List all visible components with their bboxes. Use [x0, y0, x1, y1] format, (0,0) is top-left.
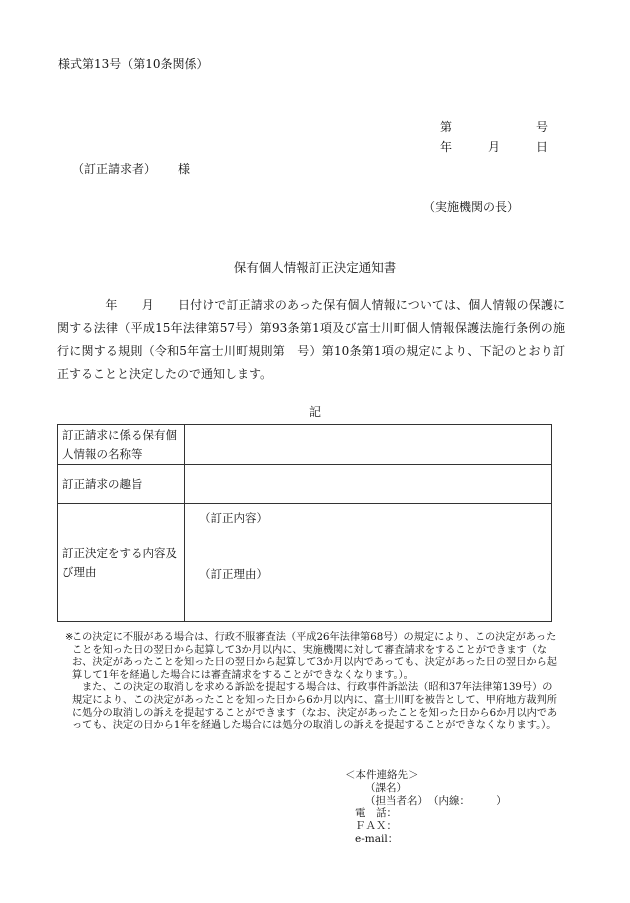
correction-reason-label: （訂正理由） — [199, 567, 268, 581]
row3-label: 訂正決定をする内容及び理由 — [58, 504, 185, 622]
go-label: 号 — [536, 120, 549, 134]
correction-content-label: （訂正内容） — [199, 511, 268, 525]
table-row — [58, 425, 552, 465]
table-row — [58, 465, 552, 504]
month-label: 月 — [488, 140, 501, 154]
row3-value — [185, 504, 552, 622]
contact-heading: ＜本件連絡先＞ — [345, 769, 419, 781]
note-paragraph-2: また、この決定の取消しを求める訴訟を提起する場合は、行政事件訴訟法（昭和37年法律第139号）の規定により、この決定があったことを知った日から6か月以内に、富士川町を被告として、甲府地方裁判所に処分の取消しの訴えを提起することができます（なお、決定があったことを知った日から6か月以内であっても、決定の日から1年を経過した場合には処分の取消しの訴えを提起することができなくなります。）。 — [72, 682, 558, 732]
row1-label: 訂正請求に係る保有個人情報の名称等 — [58, 425, 185, 465]
form-number: 様式第13号（第10条関係） — [58, 57, 209, 71]
row2-label: 訂正請求の趣旨 — [58, 465, 185, 504]
year-label: 年 — [440, 140, 453, 154]
body-text: 年 月 日付けで訂正請求のあった保有個人情報については、個人情報の保護に関する法律（平成15年法律第57号）第93条第1項及び富士川町個人情報保護法施行条例の施行に関する規則（令和5年富士川町規則第 号）第10条第1項の規定により、下記のとおり訂正することと決定したので通知します。 — [57, 298, 565, 381]
row1-value — [185, 425, 552, 465]
sender: （実施機関の長） — [423, 200, 520, 214]
row2-value — [185, 465, 552, 504]
ki-heading: 記 — [308, 405, 321, 419]
document-title: 保有個人情報訂正決定通知書 — [233, 260, 397, 275]
addressee — [72, 160, 190, 177]
contact-phone: 電 話： — [355, 807, 397, 820]
contact-department: （課名） — [365, 781, 407, 794]
notes — [65, 632, 562, 733]
contact-email: e-mail： — [355, 832, 399, 845]
addressee-label: （訂正請求者） — [72, 162, 157, 176]
form-table — [57, 424, 552, 622]
contact-block — [345, 769, 507, 846]
dai-label: 第 — [440, 120, 453, 134]
addressee-honorific: 様 — [178, 162, 191, 176]
contact-fax: ＦＡＸ： — [355, 820, 397, 833]
day-label: 日 — [536, 140, 549, 154]
contact-person: （担当者名） （内線： ） — [365, 794, 507, 807]
note-mark: ※ — [65, 632, 74, 643]
table-row — [58, 504, 552, 622]
note-paragraph-1: この決定に不服がある場合は、行政不服審査法（平成26年法律第68号）の規定により、この決定があったことを知った日の翌日から起算して3か月以内に、実施機関に対して審査請求をすることができます（なお、決定があったことを知った日の翌日から起算して3か月以内であっても、決定があった日の翌日から起算して1年を経過した場合には審査請求をすることができなくなります。）。 — [72, 632, 557, 681]
